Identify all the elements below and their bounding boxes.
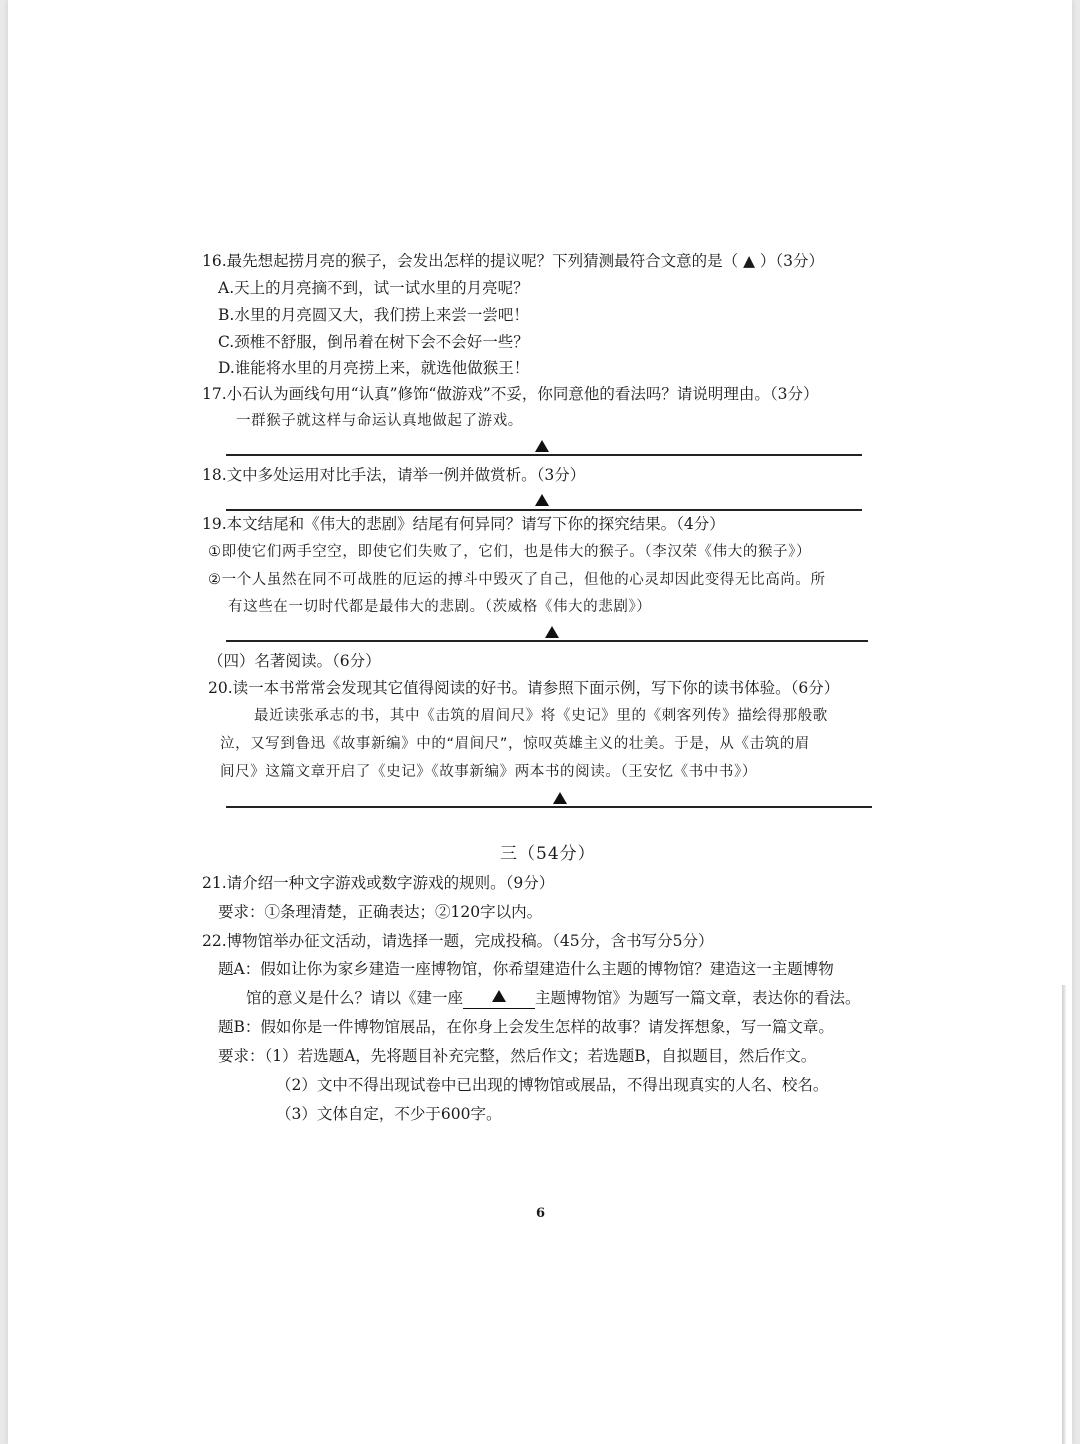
exam-page bbox=[8, 0, 1072, 1444]
q19-quote-2-line-1: ②一个人虽然在同不可战胜的厄运的搏斗中毁灭了自己，但他的心灵却因此变得无比高尚。所 bbox=[208, 572, 826, 588]
q19-quote-2-line-2: 有这些在一切时代都是最伟大的悲剧。（茨威格《伟大的悲剧》） bbox=[228, 599, 652, 615]
answer-triangle-icon bbox=[535, 494, 549, 506]
answer-triangle-icon bbox=[545, 626, 559, 638]
blank-triangle-icon bbox=[492, 990, 506, 1002]
q17-stem: 17.小石认为画线句用“认真”修饰“做游戏”不妥，你同意他的看法吗？请说明理由。（3分） bbox=[202, 385, 819, 403]
q16-option-b: B.水里的月亮圆又大，我们捞上来尝一尝吧！ bbox=[218, 306, 529, 324]
q22-requirement-3: （3）文体自定，不少于600字。 bbox=[276, 1105, 502, 1123]
q21-requirement: 要求：①条理清楚，正确表达；②120字以内。 bbox=[218, 903, 543, 921]
q16-option-c: C.颈椎不舒服，倒吊着在树下会不会好一些？ bbox=[218, 333, 529, 351]
q20-example-line-1: 最近读张承志的书，其中《击筑的眉间尺》将《史记》里的《刺客列传》描绘得那般歌 bbox=[254, 708, 828, 724]
q21-stem: 21.请介绍一种文字游戏或数字游戏的规则。（9分） bbox=[202, 874, 555, 892]
q16-option-a: A.天上的月亮摘不到，试一试水里的月亮呢？ bbox=[218, 279, 529, 297]
q17-quote: 一群猴子就这样与命运认真地做起了游戏。 bbox=[236, 413, 523, 429]
q18-stem: 18.文中多处运用对比手法，请举一例并做赏析。（3分） bbox=[202, 466, 586, 484]
part4-title: （四）名著阅读。（6分） bbox=[208, 652, 381, 670]
q22-topic-a-line-2-pre: 馆的意义是什么？请以《建一座 bbox=[246, 989, 464, 1007]
title-blank bbox=[463, 988, 535, 1009]
q22-topic-a-line-2-post: 主题博物馆》为题写一篇文章，表达你的看法。 bbox=[535, 989, 861, 1007]
q22-topic-a-line-1: 题A：假如让你为家乡建造一座博物馆，你希望建造什么主题的博物馆？建造这一主题博物 bbox=[218, 960, 834, 978]
answer-triangle-icon bbox=[553, 792, 567, 804]
q22-topic-b: 题B：假如你是一件博物馆展品，在你身上会发生怎样的故事？请发挥想象，写一篇文章。 bbox=[218, 1018, 834, 1036]
q20-stem: 20.读一本书常常会发现其它值得阅读的好书。请参照下面示例，写下你的读书体验。（6分） bbox=[208, 679, 840, 697]
q20-example-line-2: 泣，又写到鲁迅《故事新编》中的“眉间尺”，惊叹英雄主义的壮美。于是，从《击筑的眉 bbox=[220, 736, 811, 752]
q16-stem: 16.最先想起捞月亮的猴子，会发出怎样的提议呢？下列猜测最符合文意的是（ ▲ ）（3分） bbox=[202, 252, 825, 270]
q17-answer-line bbox=[226, 454, 862, 456]
q19-stem: 19.本文结尾和《伟大的悲剧》结尾有何异同？请写下你的探究结果。（4分） bbox=[202, 515, 725, 533]
section-3-title: 三（54分） bbox=[500, 844, 596, 864]
scan-shadow-edge bbox=[1062, 985, 1066, 1444]
q22-requirement-2: （2）文中不得出现试卷中已出现的博物馆或展品，不得出现真实的人名、校名。 bbox=[276, 1076, 829, 1094]
q18-answer-line bbox=[226, 509, 862, 511]
answer-triangle-icon bbox=[535, 440, 549, 452]
q22-topic-a-line-2 bbox=[246, 988, 861, 1009]
q22-stem: 22.博物馆举办征文活动，请选择一题，完成投稿。（45分，含书写分5分） bbox=[202, 932, 714, 950]
q20-example-line-3: 间尺》这篇文章开启了《史记》《故事新编》两本书的阅读。（王安忆《书中书》） bbox=[220, 764, 757, 780]
q22-requirement-1: 要求：（1）若选题A，先将题目补充完整，然后作文；若选题B，自拟题目，然后作文。 bbox=[218, 1047, 817, 1065]
q19-answer-line bbox=[226, 640, 868, 642]
q20-answer-line bbox=[226, 806, 872, 808]
q16-option-d: D.谁能将水里的月亮捞上来，就选他做猴王！ bbox=[218, 359, 530, 377]
q19-quote-1: ①即使它们两手空空，即使它们失败了，它们，也是伟大的猴子。（李汉荣《伟大的猴子》） bbox=[208, 544, 812, 560]
page-number: 6 bbox=[536, 1206, 546, 1221]
